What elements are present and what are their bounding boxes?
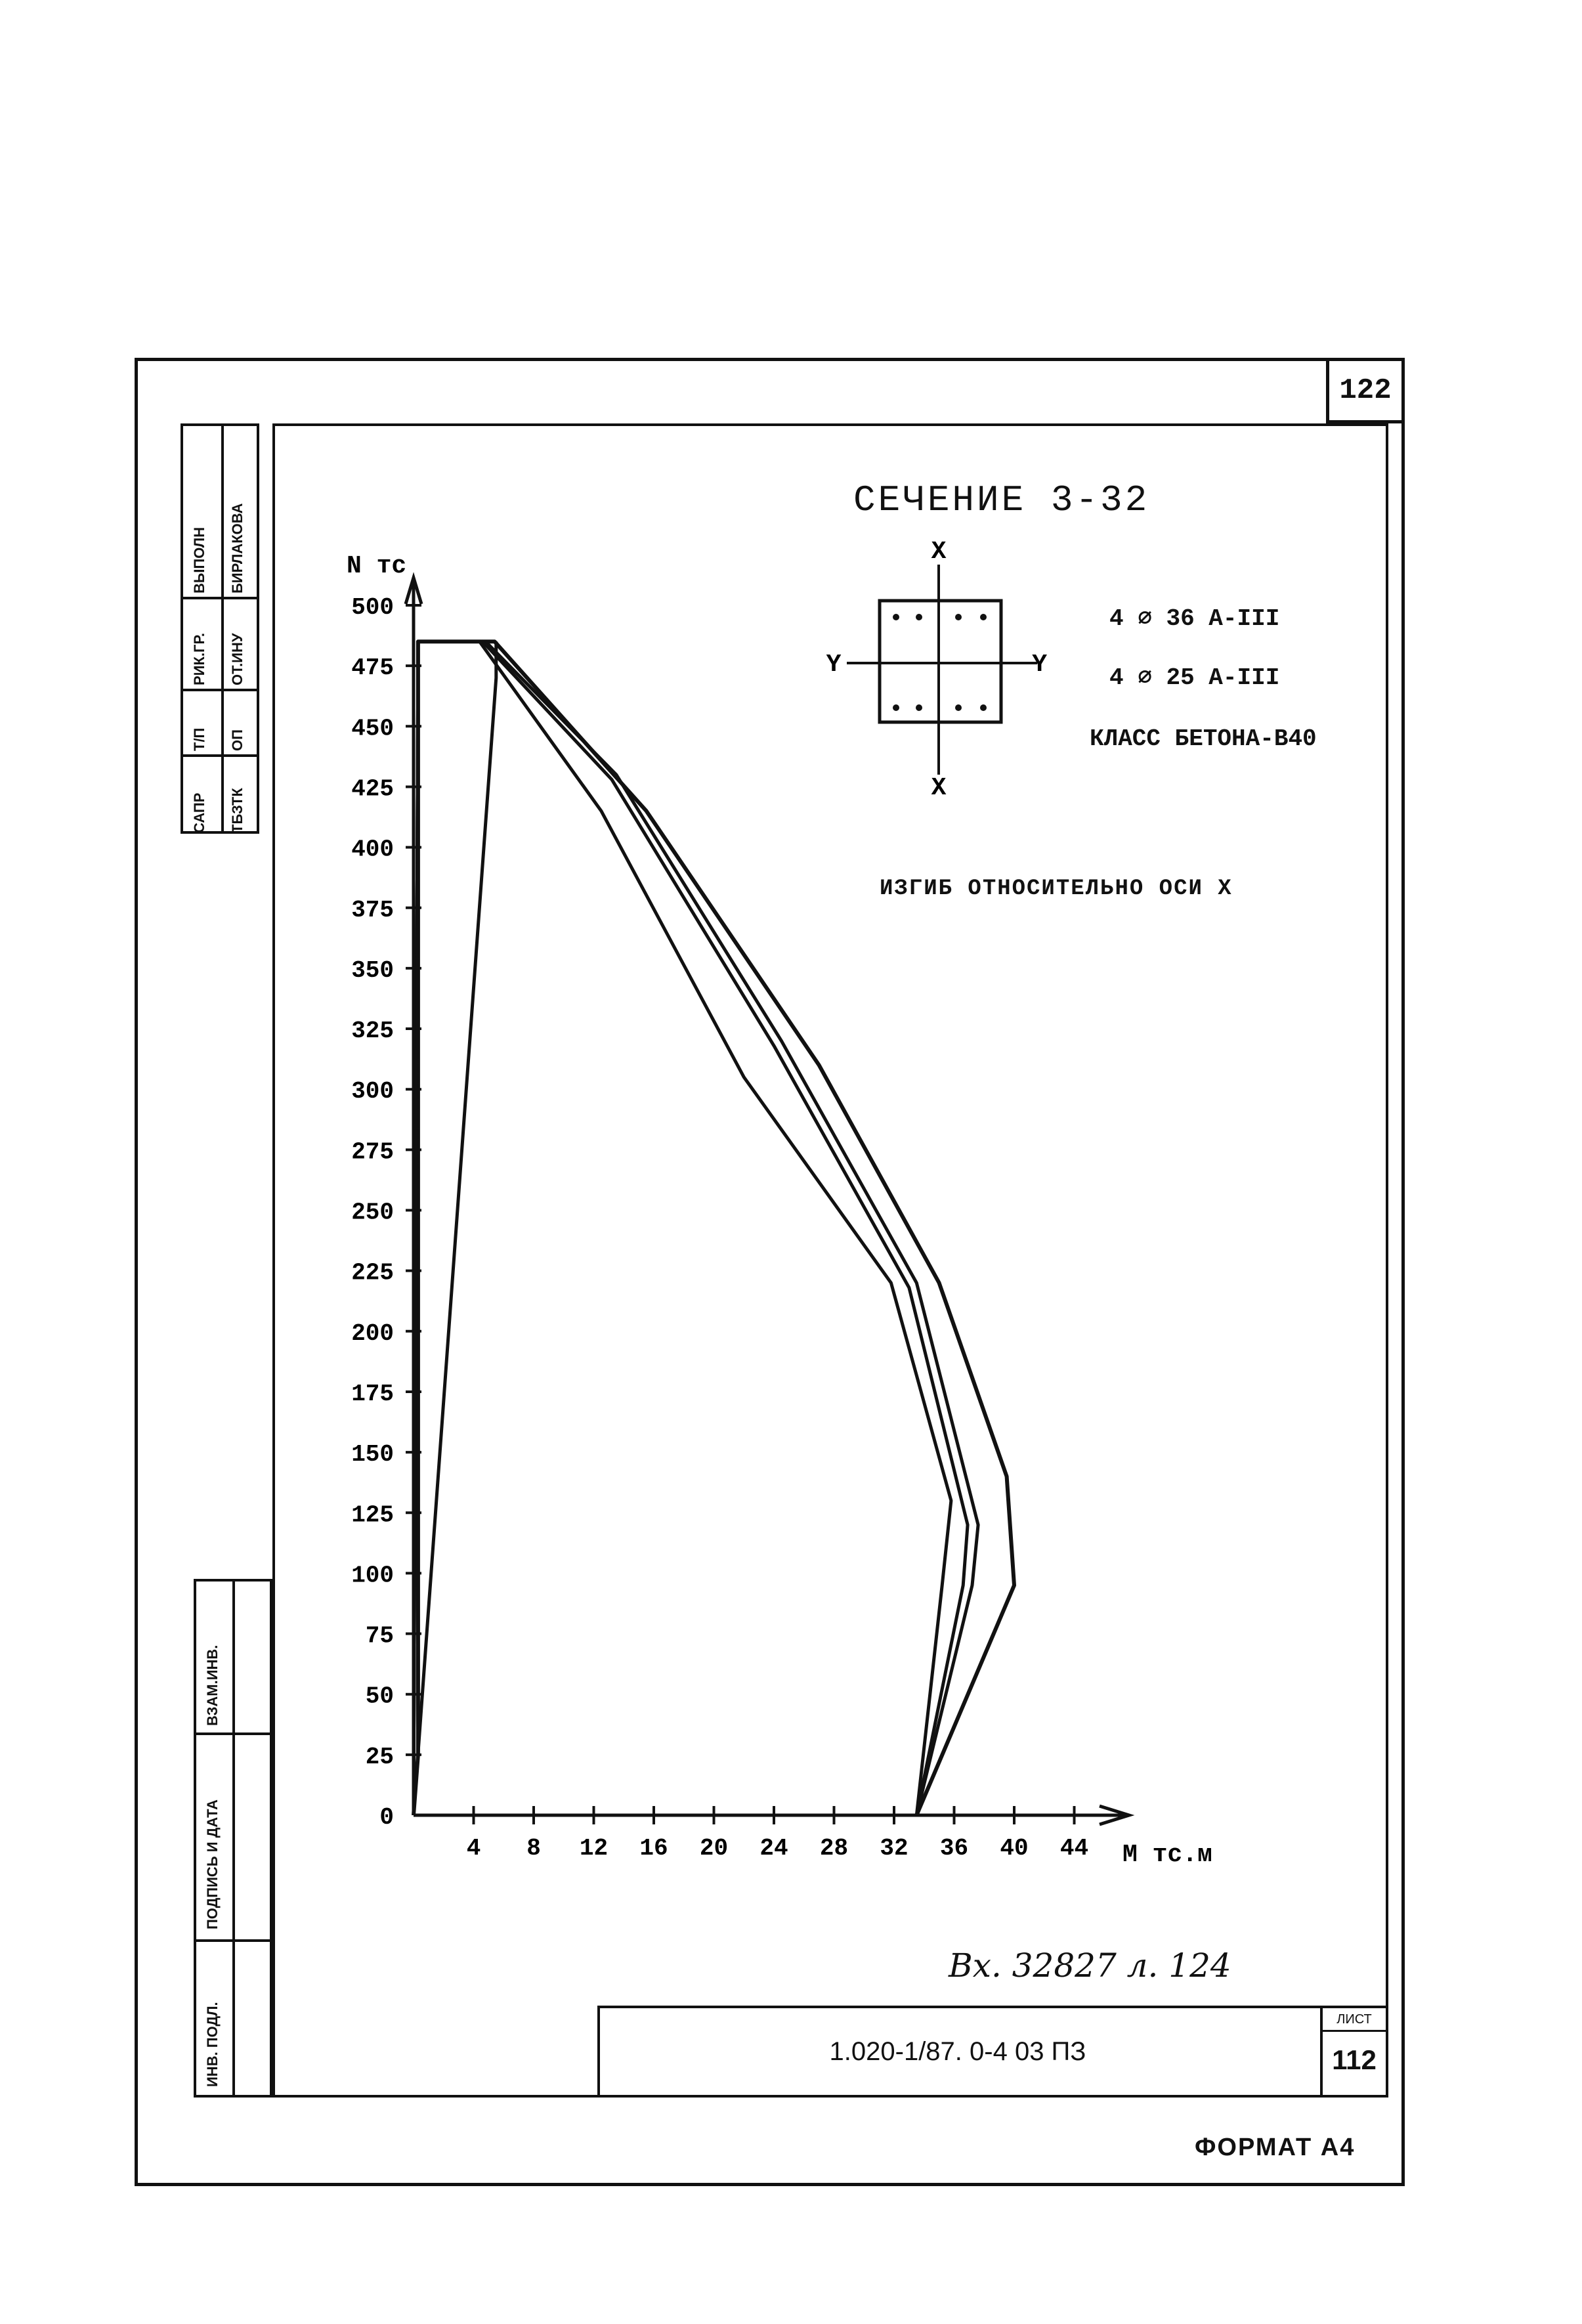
axis-y-left-label: Y xyxy=(826,651,842,679)
series-line-1 xyxy=(414,641,1014,1815)
format-label: ФОРМАТ А4 xyxy=(1195,2134,1356,2161)
bending-note: ИЗГИБ ОТНОСИТЕЛЬНО ОСИ Х xyxy=(880,876,1233,901)
x-tick-label: 20 xyxy=(699,1835,729,1862)
axis-x-bottom-label: X xyxy=(931,774,947,801)
y-tick-label: 200 xyxy=(351,1320,394,1347)
axis-y-right-label: Y xyxy=(1032,651,1047,679)
y-tick-label: 300 xyxy=(351,1078,394,1106)
x-tick-label: 24 xyxy=(759,1835,788,1862)
series-line-2 xyxy=(414,641,978,1815)
y-tick-label: 400 xyxy=(351,836,394,863)
stamp-label-sapr: САПР xyxy=(191,792,207,833)
y-tick-label: 225 xyxy=(351,1259,394,1287)
title-block-sheet-cell xyxy=(1320,2008,1386,2095)
handwritten-registration-note: Вх. 32827 л. 124 xyxy=(949,1947,1231,1985)
x-tick-label: 32 xyxy=(880,1835,909,1862)
x-axis-label: M тс.м xyxy=(1122,1841,1212,1869)
stamp-label-podpis-data: ПОДПИСЬ И ДАТА xyxy=(204,1799,221,1929)
sheet-number: 112 xyxy=(1332,2044,1377,2075)
x-tick-label: 28 xyxy=(819,1835,849,1862)
series-line-5 xyxy=(414,641,496,1815)
x-tick-label: 4 xyxy=(466,1835,481,1862)
stamp-label-tp: Т/П xyxy=(191,727,207,751)
stamp-label-vzam-inv: ВЗАМ.ИНВ. xyxy=(204,1645,221,1726)
stamp-label-ot-inu: ОТ.ИНУ xyxy=(229,633,246,685)
y-tick-label: 425 xyxy=(351,775,394,803)
y-tick-label: 450 xyxy=(351,715,394,742)
x-tick-label: 40 xyxy=(1000,1835,1029,1862)
rebar-spec-1: 4 ⌀ 36 А-III xyxy=(1109,605,1280,632)
y-tick-label: 475 xyxy=(351,655,394,682)
y-tick-label: 50 xyxy=(365,1683,394,1710)
document-code: 1.020-1/87. 0-4 03 ПЗ xyxy=(829,2036,1086,2066)
y-tick-label: 100 xyxy=(351,1562,394,1589)
chart-series xyxy=(414,641,1014,1815)
y-tick-label: 250 xyxy=(351,1199,394,1226)
y-tick-label: 125 xyxy=(351,1501,394,1529)
y-tick-label: 75 xyxy=(365,1622,394,1650)
x-tick-label: 44 xyxy=(1059,1835,1089,1862)
rebar-spec-2: 4 ⌀ 25 А-III xyxy=(1109,664,1280,691)
x-tick-label: 12 xyxy=(579,1835,609,1862)
stamp-label-vypoln: ВЫПОЛН xyxy=(191,527,207,593)
x-tick-label: 16 xyxy=(639,1835,668,1862)
sheet-label: ЛИСТ xyxy=(1323,2012,1386,2032)
y-tick-label: 375 xyxy=(351,896,394,924)
stamp-label-tbztk: ТБЗТК xyxy=(229,788,246,833)
title-block xyxy=(597,2006,1388,2098)
y-tick-label: 150 xyxy=(351,1441,394,1469)
stamp-label-inv-podl: ИНВ. ПОДЛ. xyxy=(204,2002,221,2087)
axis-x-top-label: X xyxy=(931,538,947,566)
corner-sheet-number: 122 xyxy=(1326,358,1405,423)
y-tick-label: 325 xyxy=(351,1018,394,1045)
x-tick-label: 8 xyxy=(526,1835,541,1862)
stamp-label-rik-gr: РИК.ГР. xyxy=(191,633,207,685)
chart-axes xyxy=(351,578,1129,1862)
concrete-class: КЛАСС БЕТОНА-В40 xyxy=(1090,725,1317,752)
series-line-4 xyxy=(414,641,951,1815)
stamp-label-birlakova: БИРЛАКОВА xyxy=(229,503,246,593)
x-tick-label: 36 xyxy=(939,1835,969,1862)
y-tick-label: 500 xyxy=(351,594,394,621)
y-axis-label: N тс xyxy=(347,552,407,580)
y-tick-label: 275 xyxy=(351,1138,394,1166)
y-tick-label: 25 xyxy=(365,1743,394,1771)
stamp-label-op: ОП xyxy=(229,729,246,751)
section-title: СЕЧЕНИЕ 3-32 xyxy=(853,479,1150,521)
y-tick-label: 350 xyxy=(351,957,394,984)
y-tick-label: 175 xyxy=(351,1380,394,1408)
y-tick-label: 0 xyxy=(379,1804,394,1831)
